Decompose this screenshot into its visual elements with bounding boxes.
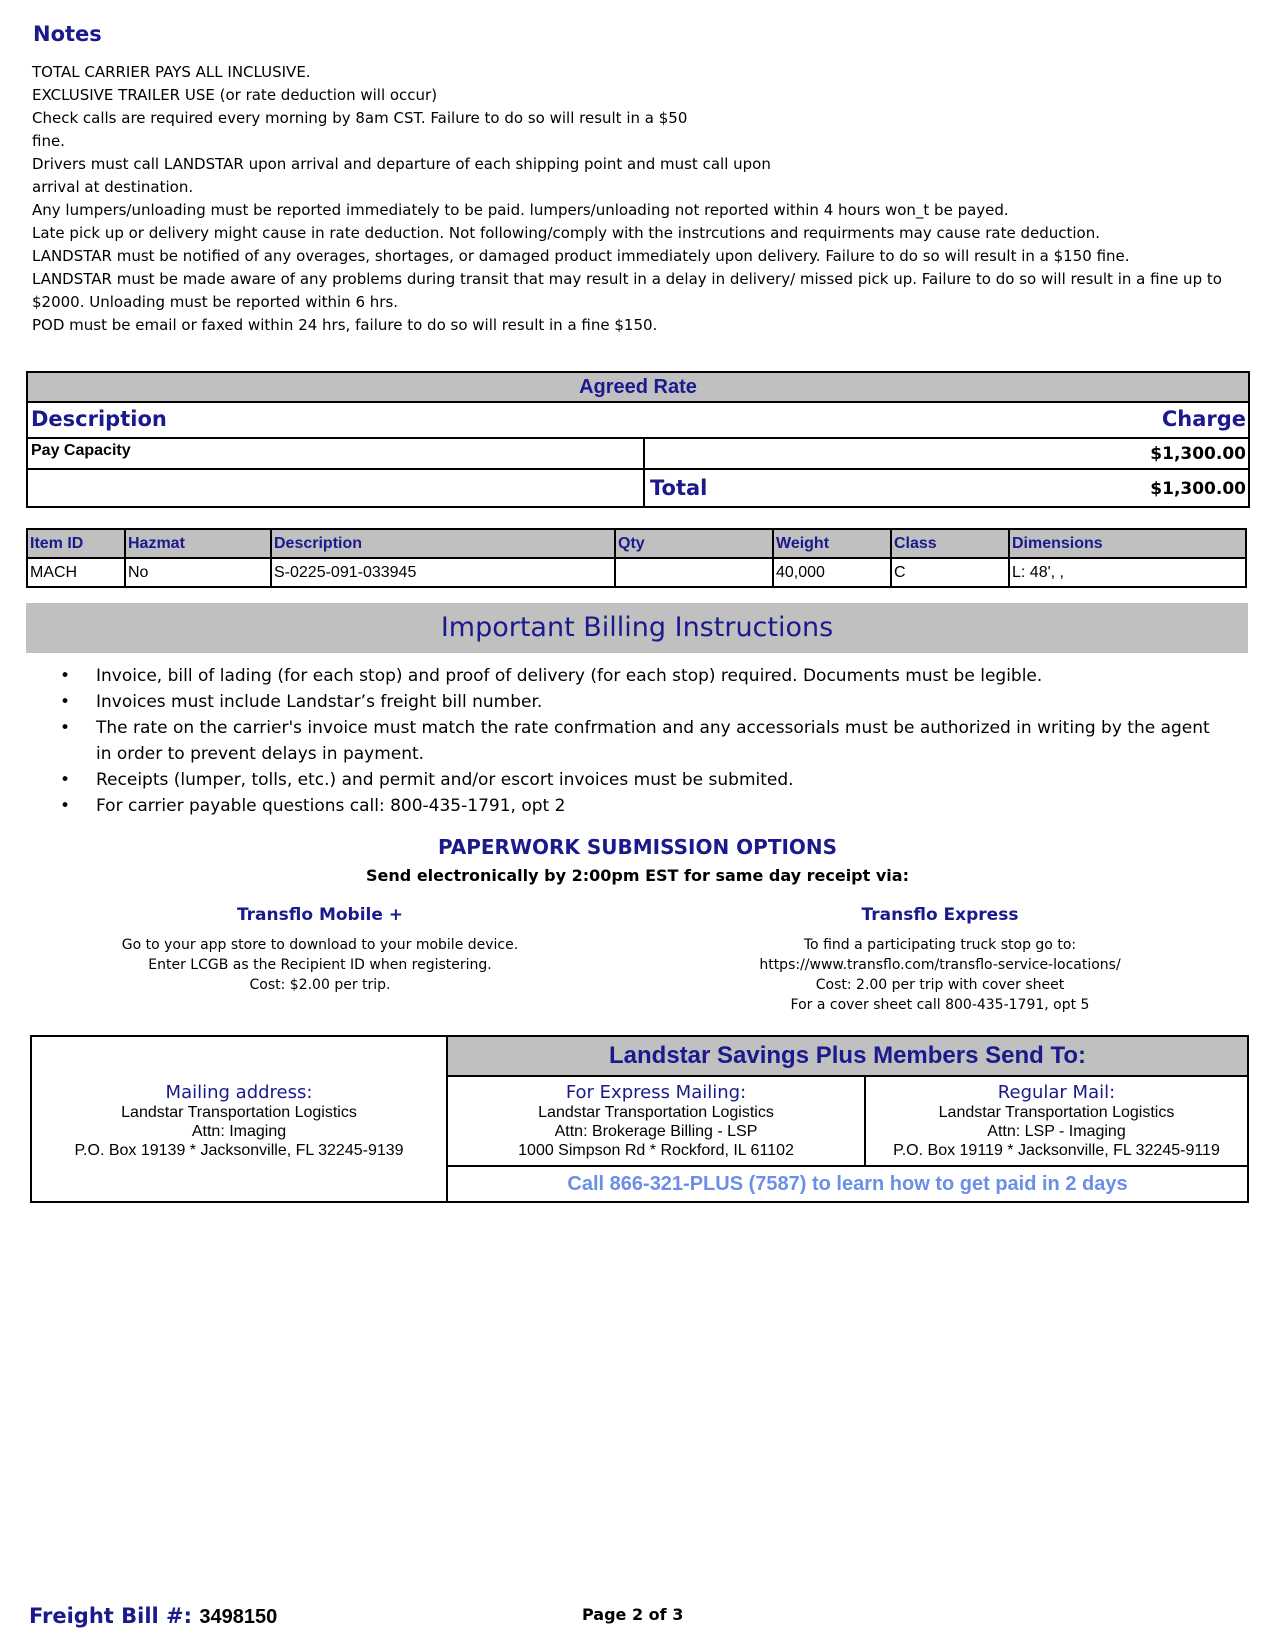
note-line: Any lumpers/unloading must be reported immediately to be paid. lumpers/unloading not reported within 4 hours won_t be payed. [32, 201, 1009, 219]
list-item: • The rate on the carrier's invoice must match the rate confrmation and any accessorials must be authorized in writing by the agent in order to prevent delays in payment. [60, 715, 1220, 767]
paperwork-title: PAPERWORK SUBMISSION OPTIONS [437, 835, 838, 859]
charge-header: Charge [1161, 407, 1246, 431]
transflo-express-title: Transflo Express [861, 905, 1019, 925]
rate-line-charge: $1,300.00 [1150, 444, 1246, 464]
class-header: Class [891, 529, 1009, 558]
transflo-express-line: Cost: 2.00 per trip with cover sheet [815, 977, 1065, 993]
regular-mail-line: Landstar Transportation Logistics [938, 1104, 1175, 1121]
transflo-mobile-line: Go to your app store to download to your mobile device. [121, 937, 519, 953]
weight-cell: 40,000 [773, 558, 891, 587]
transflo-mobile-title: Transflo Mobile + [236, 905, 404, 925]
freight-bill [29, 1604, 277, 1629]
freight-bill-number: 3498150 [199, 1606, 278, 1628]
list-item: • Invoices must include Landstar’s freight bill number. [60, 689, 1220, 715]
agreed-rate-table [26, 371, 1250, 508]
express-mailing-line: 1000 Simpson Rd * Rockford, IL 61102 [518, 1142, 794, 1159]
transflo-express-link[interactable]: https://www.transflo.com/transflo-service-locations/ [759, 957, 1121, 973]
item-id-header: Item ID [27, 529, 125, 558]
notes-body [32, 61, 1247, 337]
lsp-call-link[interactable]: Call 866-321-PLUS (7587) to learn how to get paid in 2 days [448, 1165, 1247, 1201]
express-mailing-panel [448, 1082, 864, 1160]
mailing-address-panel [32, 1037, 448, 1201]
list-item: • Invoice, bill of lading (for each stop) and proof of delivery (for each stop) required. Documents must be legible. [60, 663, 1220, 689]
regular-mail-line: Attn: LSP - Imaging [987, 1123, 1126, 1140]
list-item: • For carrier payable questions call: 800-435-1791, opt 2 [60, 793, 1220, 819]
billing-instructions-list [60, 663, 1220, 819]
regular-mail-title: Regular Mail: [997, 1082, 1116, 1103]
note-line: Check calls are required every morning by 8am CST. Failure to do so will result in a $50 [32, 109, 688, 127]
items-table [26, 528, 1247, 588]
note-line: TOTAL CARRIER PAYS ALL INCLUSIVE. [32, 63, 311, 81]
description-header: Description [271, 529, 615, 558]
column-divider [643, 470, 645, 506]
transflo-mobile-line: Cost: $2.00 per trip. [249, 977, 391, 993]
note-line: LANDSTAR must be notified of any overages, shortages, or damaged product immediately upon delivery. Failure to do so will result in a $150 fine. [32, 247, 1130, 265]
express-mailing-title: For Express Mailing: [565, 1082, 747, 1103]
transflo-mobile-section [60, 905, 580, 995]
rate-line-description: Pay Capacity [31, 442, 131, 459]
total-value: $1,300.00 [1150, 479, 1246, 499]
transflo-mobile-line: Enter LCGB as the Recipient ID when registering. [148, 957, 492, 973]
note-line: EXCLUSIVE TRAILER USE (or rate deduction will occur) [32, 86, 438, 104]
description-header: Description [31, 407, 167, 431]
page-number: Page 2 of 3 [582, 1605, 684, 1624]
note-line: arrival at destination. [32, 178, 194, 196]
transflo-express-line: For a cover sheet call 800-435-1791, opt 5 [790, 997, 1090, 1013]
lsp-title: Landstar Savings Plus Members Send To: [448, 1037, 1247, 1077]
transflo-express-section [680, 905, 1200, 1015]
hazmat-header: Hazmat [125, 529, 271, 558]
billing-instructions-title: Important Billing Instructions [26, 603, 1248, 653]
total-label: Total [650, 476, 708, 500]
note-line: LANDSTAR must be made aware of any problems during transit that may result in a delay in delivery/ missed pick up. Failure to do so will result in a fine up to [32, 270, 1222, 288]
item-id-cell: MACH [27, 558, 125, 587]
qty-cell [615, 558, 773, 587]
agreed-rate-title: Agreed Rate [28, 373, 1248, 403]
freight-bill-label: Freight Bill #: [29, 1604, 193, 1628]
table-row [27, 558, 1246, 587]
express-mailing-line: Attn: Brokerage Billing - LSP [554, 1123, 758, 1140]
regular-mail-line: P.O. Box 19119 * Jacksonville, FL 32245-9119 [893, 1142, 1220, 1159]
mailing-address-line: P.O. Box 19139 * Jacksonville, FL 32245-9139 [74, 1142, 404, 1159]
note-line: $2000. Unloading must be reported within 6 hrs. [32, 293, 399, 311]
paperwork-subtitle: Send electronically by 2:00pm EST for same day receipt via: [366, 866, 909, 885]
mailing-address-line: Attn: Imaging [191, 1123, 287, 1140]
items-header-row [27, 529, 1246, 558]
description-cell: S-0225-091-033945 [271, 558, 615, 587]
agreed-rate-header-row [28, 403, 1248, 439]
dimensions-cell: L: 48', , [1009, 558, 1246, 587]
list-item: • Receipts (lumper, tolls, etc.) and permit and/or escort invoices must be submited. [60, 767, 1220, 793]
regular-mail-panel [866, 1082, 1247, 1160]
hazmat-cell: No [125, 558, 271, 587]
address-box [30, 1035, 1249, 1203]
note-line: POD must be email or faxed within 24 hrs, failure to do so will result in a fine $150. [32, 316, 658, 334]
rate-line-row [28, 439, 1248, 470]
dimensions-header: Dimensions [1009, 529, 1246, 558]
transflo-express-line: To find a participating truck stop go to: [803, 937, 1077, 953]
class-cell: C [891, 558, 1009, 587]
weight-header: Weight [773, 529, 891, 558]
column-divider [643, 439, 645, 468]
note-line: Late pick up or delivery might cause in rate deduction. Not following/comply with the instrcutions and requirments may cause rate deduction. [32, 224, 1101, 242]
mailing-address-title: Mailing address: [165, 1082, 313, 1103]
note-line: Drivers must call LANDSTAR upon arrival and departure of each shipping point and must call upon [32, 155, 771, 173]
qty-header: Qty [615, 529, 773, 558]
express-mailing-line: Landstar Transportation Logistics [538, 1104, 774, 1121]
rate-total-row [28, 470, 1248, 506]
mailing-address-line: Landstar Transportation Logistics [121, 1104, 357, 1121]
notes-title: Notes [33, 22, 102, 46]
note-line: fine. [32, 132, 65, 150]
